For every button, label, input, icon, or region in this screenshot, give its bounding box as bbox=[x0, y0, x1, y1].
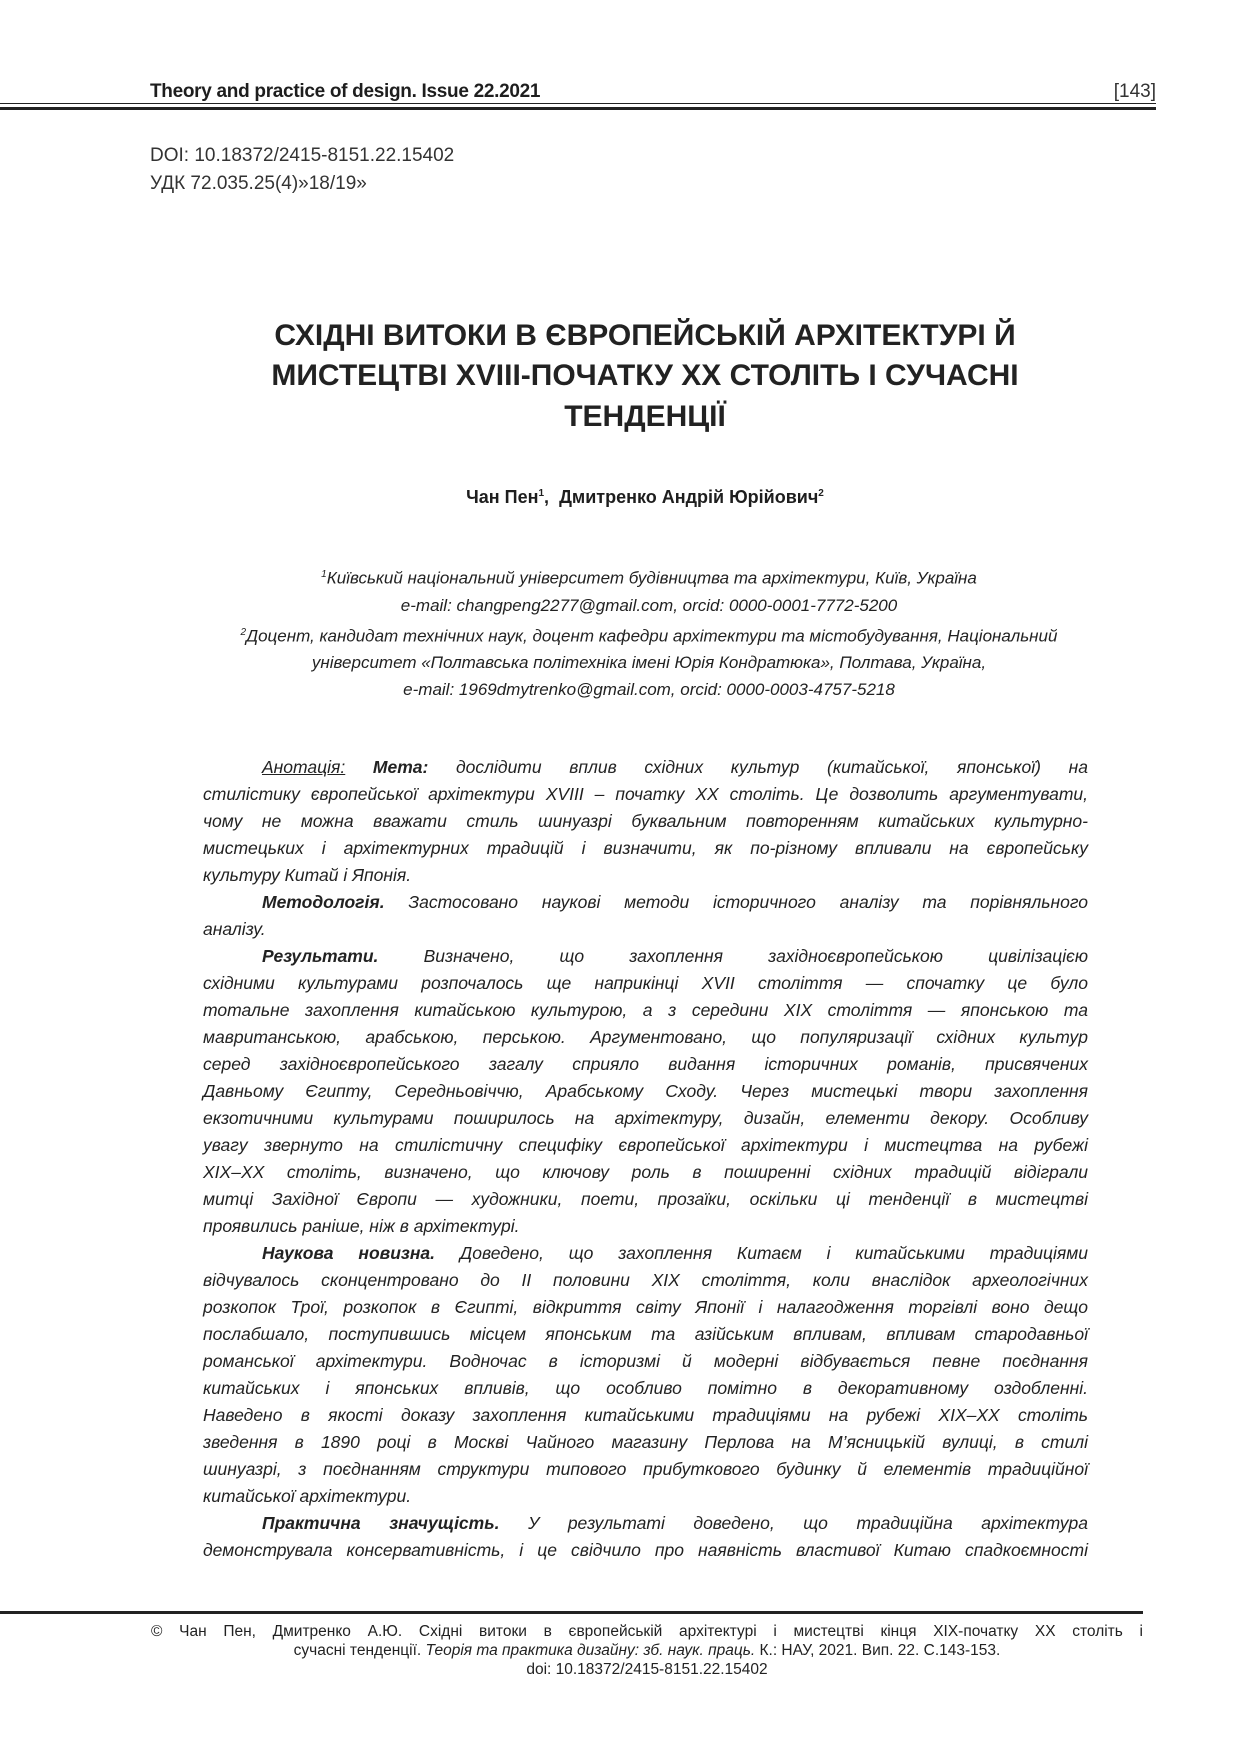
header-rule-thin bbox=[0, 103, 1156, 104]
abstract-line bbox=[203, 1375, 1088, 1402]
abstract-line bbox=[203, 1510, 1088, 1537]
affiliation-mark: 1 bbox=[321, 569, 327, 580]
affiliation-line bbox=[148, 561, 1150, 592]
abstract-text: Доведено, що захоплення Китаєм і китайськими традиціями bbox=[459, 1243, 1089, 1263]
abstract-line bbox=[203, 1105, 1088, 1132]
running-header-journal: Theory and practice of design. Issue 22.2021 bbox=[150, 81, 541, 102]
abstract-line bbox=[203, 835, 1088, 862]
abstract-text: романської архітектури. Водночас в історизмі й модерні відбувається певне поєднання bbox=[203, 1351, 1088, 1371]
abstract-text: мавританською, арабською, перською. Аргументовано, що популяризації східних культур bbox=[203, 1027, 1088, 1047]
abstract-text: східними культурами розпочалось ще наприкінці XVII століття — спочатку це було bbox=[203, 973, 1088, 993]
abstract bbox=[203, 754, 1088, 1564]
abstract-line bbox=[203, 781, 1088, 808]
abstract-line bbox=[203, 1132, 1088, 1159]
affiliation-text: Доцент, кандидат технічних наук, доцент кафедри архітектури та містобудування, Національний bbox=[246, 626, 1058, 646]
citation-line bbox=[151, 1641, 1143, 1660]
abstract-line bbox=[203, 1078, 1088, 1105]
affiliation-line bbox=[148, 592, 1150, 619]
abstract-line bbox=[203, 862, 1088, 889]
section-lead: Результати. bbox=[262, 946, 379, 966]
affiliation-text: e-mail: 1969dmytrenko@gmail.com, orcid: 0000-0003-4757-5218 bbox=[403, 680, 895, 700]
affiliation-line bbox=[148, 676, 1150, 703]
doi: DOI: 10.18372/2415-8151.22.15402 bbox=[150, 145, 455, 166]
affiliation-line bbox=[148, 649, 1150, 676]
abstract-text: проявились раніше, ніж в архітектурі. bbox=[203, 1216, 520, 1236]
abstract-text: культуру Китай і Японія. bbox=[203, 865, 412, 885]
abstract-line bbox=[203, 970, 1088, 997]
citation-doi: doi: 10.18372/2415-8151.22.15402 bbox=[526, 1661, 768, 1678]
abstract-text: послабшало, поступившись місцем японським та азійським впливам, впливам стародавньої bbox=[203, 1324, 1088, 1344]
abstract-text: шинуазрі, з поєднанням структури типового прибуткового будинку й елементів традиційної bbox=[203, 1459, 1088, 1479]
udc: УДК 72.035.25(4)»18/19» bbox=[150, 173, 367, 194]
abstract-text: чому не можна вважати стиль шинуазрі буквальним повторенням китайських культурно- bbox=[203, 811, 1088, 831]
abstract-line bbox=[203, 1159, 1088, 1186]
page-number: [143] bbox=[1113, 81, 1156, 102]
abstract-text: китайської архітектури. bbox=[203, 1486, 412, 1506]
citation-footer bbox=[151, 1622, 1143, 1679]
author-sep: , bbox=[544, 487, 560, 507]
author-name: Чан Пен bbox=[466, 487, 539, 507]
author-affil-mark: 2 bbox=[818, 488, 824, 499]
abstract-text: митці Західної Європи — художники, поети, прозаїки, оскільки ці тенденції в мистецтві bbox=[203, 1189, 1088, 1209]
citation-journal: Теорія та практика дизайну: зб. наук. праць. bbox=[425, 1642, 756, 1659]
abstract-line bbox=[203, 1051, 1088, 1078]
affiliation-text: Київський національний університет будівництва та архітектури, Київ, Україна bbox=[326, 568, 977, 588]
affiliation-line bbox=[148, 619, 1150, 650]
abstract-text: зведення в 1890 році в Москві Чайного магазину Перлова на М’ясницькій вулиці, в стилі bbox=[203, 1432, 1088, 1452]
abstract-line bbox=[203, 1213, 1088, 1240]
title-line: СХІДНІ ВИТОКИ В ЄВРОПЕЙСЬКІЙ АРХІТЕКТУРІ Й bbox=[274, 319, 1016, 352]
abstract-text: мистецьких і архітектурних традицій і визначити, як по-різному впливали на європейську bbox=[203, 838, 1088, 858]
abstract-line bbox=[203, 1429, 1088, 1456]
abstract-text: Визначено, що захоплення західноєвропейською цивілізацією bbox=[423, 946, 1088, 966]
title-line: ТЕНДЕНЦІЇ bbox=[564, 400, 726, 433]
abstract-text: тотальне захоплення китайською культурою, а з середини XIX століття — японською та bbox=[203, 1000, 1088, 1020]
abstract-label: Анотація: bbox=[262, 757, 346, 777]
footer-rule bbox=[0, 1611, 1143, 1614]
abstract-text: Давньому Єгипту, Середньовіччю, Арабському Сходу. Через мистецькі твори захоплення bbox=[203, 1081, 1088, 1101]
abstract-line bbox=[203, 1537, 1088, 1564]
abstract-text: серед західноєвропейського загалу сприяло видання історичних романів, присвячених bbox=[203, 1054, 1088, 1074]
authors bbox=[150, 487, 1140, 508]
abstract-line bbox=[203, 754, 1088, 781]
abstract-line bbox=[203, 808, 1088, 835]
abstract-line bbox=[203, 1024, 1088, 1051]
abstract-line bbox=[203, 1321, 1088, 1348]
section-lead: Наукова новизна. bbox=[262, 1243, 435, 1263]
affiliation-text: університет «Полтавська політехніка імені Юрія Кондратюка», Полтава, Україна, bbox=[311, 653, 987, 673]
abstract-text: відчувалось сконцентровано до II половини XIX століття, коли внаслідок археологічних bbox=[203, 1270, 1088, 1290]
section-lead: Практична значущість. bbox=[262, 1513, 500, 1533]
citation-line: © Чан Пен, Дмитренко А.Ю. Східні витоки в європейській архітектурі і мистецтві кінця XIX-початку XX століть і bbox=[151, 1623, 1143, 1640]
abstract-line bbox=[203, 1483, 1088, 1510]
abstract-text: екзотичними культурами поширилось на архітектуру, дизайн, елементи декору. Особливу bbox=[203, 1108, 1088, 1128]
abstract-text: Застосовано наукові методи історичного аналізу та порівняльного bbox=[408, 892, 1089, 912]
abstract-line bbox=[203, 1402, 1088, 1429]
abstract-line bbox=[203, 1294, 1088, 1321]
abstract-text: дослідити вплив східних культур (китайської, японської) на bbox=[455, 757, 1088, 777]
abstract-text: китайських і японських впливів, що особливо помітно в декоративному оздобленні. bbox=[203, 1378, 1088, 1398]
abstract-text: стилістику європейської архітектури XVIII – початку XX століть. Це дозволить аргументувати, bbox=[203, 784, 1088, 804]
abstract-text: У результаті доведено, що традиційна архітектура bbox=[528, 1513, 1088, 1533]
abstract-line bbox=[203, 997, 1088, 1024]
abstract-line bbox=[203, 889, 1088, 916]
author-affil-mark: 1 bbox=[538, 488, 545, 499]
abstract-line bbox=[203, 1267, 1088, 1294]
abstract-text: XIX–XX століть, визначено, що ключову роль в поширенні східних традицій відіграли bbox=[203, 1162, 1088, 1182]
citation-text: сучасні тенденції. bbox=[293, 1642, 426, 1659]
affiliation-text: e-mail: changpeng2277@gmail.com, orcid: 0000-0001-7772-5200 bbox=[400, 595, 898, 615]
section-lead: Мета: bbox=[372, 757, 429, 777]
abstract-text: Наведено в якості доказу захоплення китайськими традиціями на рубежі XIX–XX століть bbox=[203, 1405, 1088, 1425]
author-name: Дмитренко Андрій Юрійович bbox=[559, 487, 819, 507]
abstract-line bbox=[203, 1240, 1088, 1267]
title-line: МИСТЕЦТВІ XVIII-ПОЧАТКУ XX СТОЛІТЬ І СУЧАСНІ bbox=[271, 359, 1019, 392]
affiliations bbox=[148, 561, 1150, 703]
abstract-text: демонструвала консервативність, і це свідчило про наявність властивої Китаю спадкоємності bbox=[203, 1540, 1088, 1560]
abstract-line bbox=[203, 1456, 1088, 1483]
abstract-line bbox=[203, 916, 1088, 943]
header-rule-thick bbox=[0, 107, 1156, 110]
abstract-line bbox=[203, 1348, 1088, 1375]
abstract-text: розкопок Трої, розкопок в Єгипті, відкриття світу Японії і налагодження торгівлі воно дещо bbox=[203, 1297, 1088, 1317]
abstract-line bbox=[203, 1186, 1088, 1213]
abstract-text: увагу звернуто на стилістичну специфіку європейської архітектури і мистецтва на рубежі bbox=[203, 1135, 1088, 1155]
abstract-line bbox=[203, 943, 1088, 970]
citation-text: К.: НАУ, 2021. Вип. 22. С.143-153. bbox=[755, 1642, 1001, 1659]
abstract-text: аналізу. bbox=[203, 919, 266, 939]
affiliation-mark: 2 bbox=[240, 626, 247, 638]
section-lead: Методологія. bbox=[262, 892, 385, 912]
